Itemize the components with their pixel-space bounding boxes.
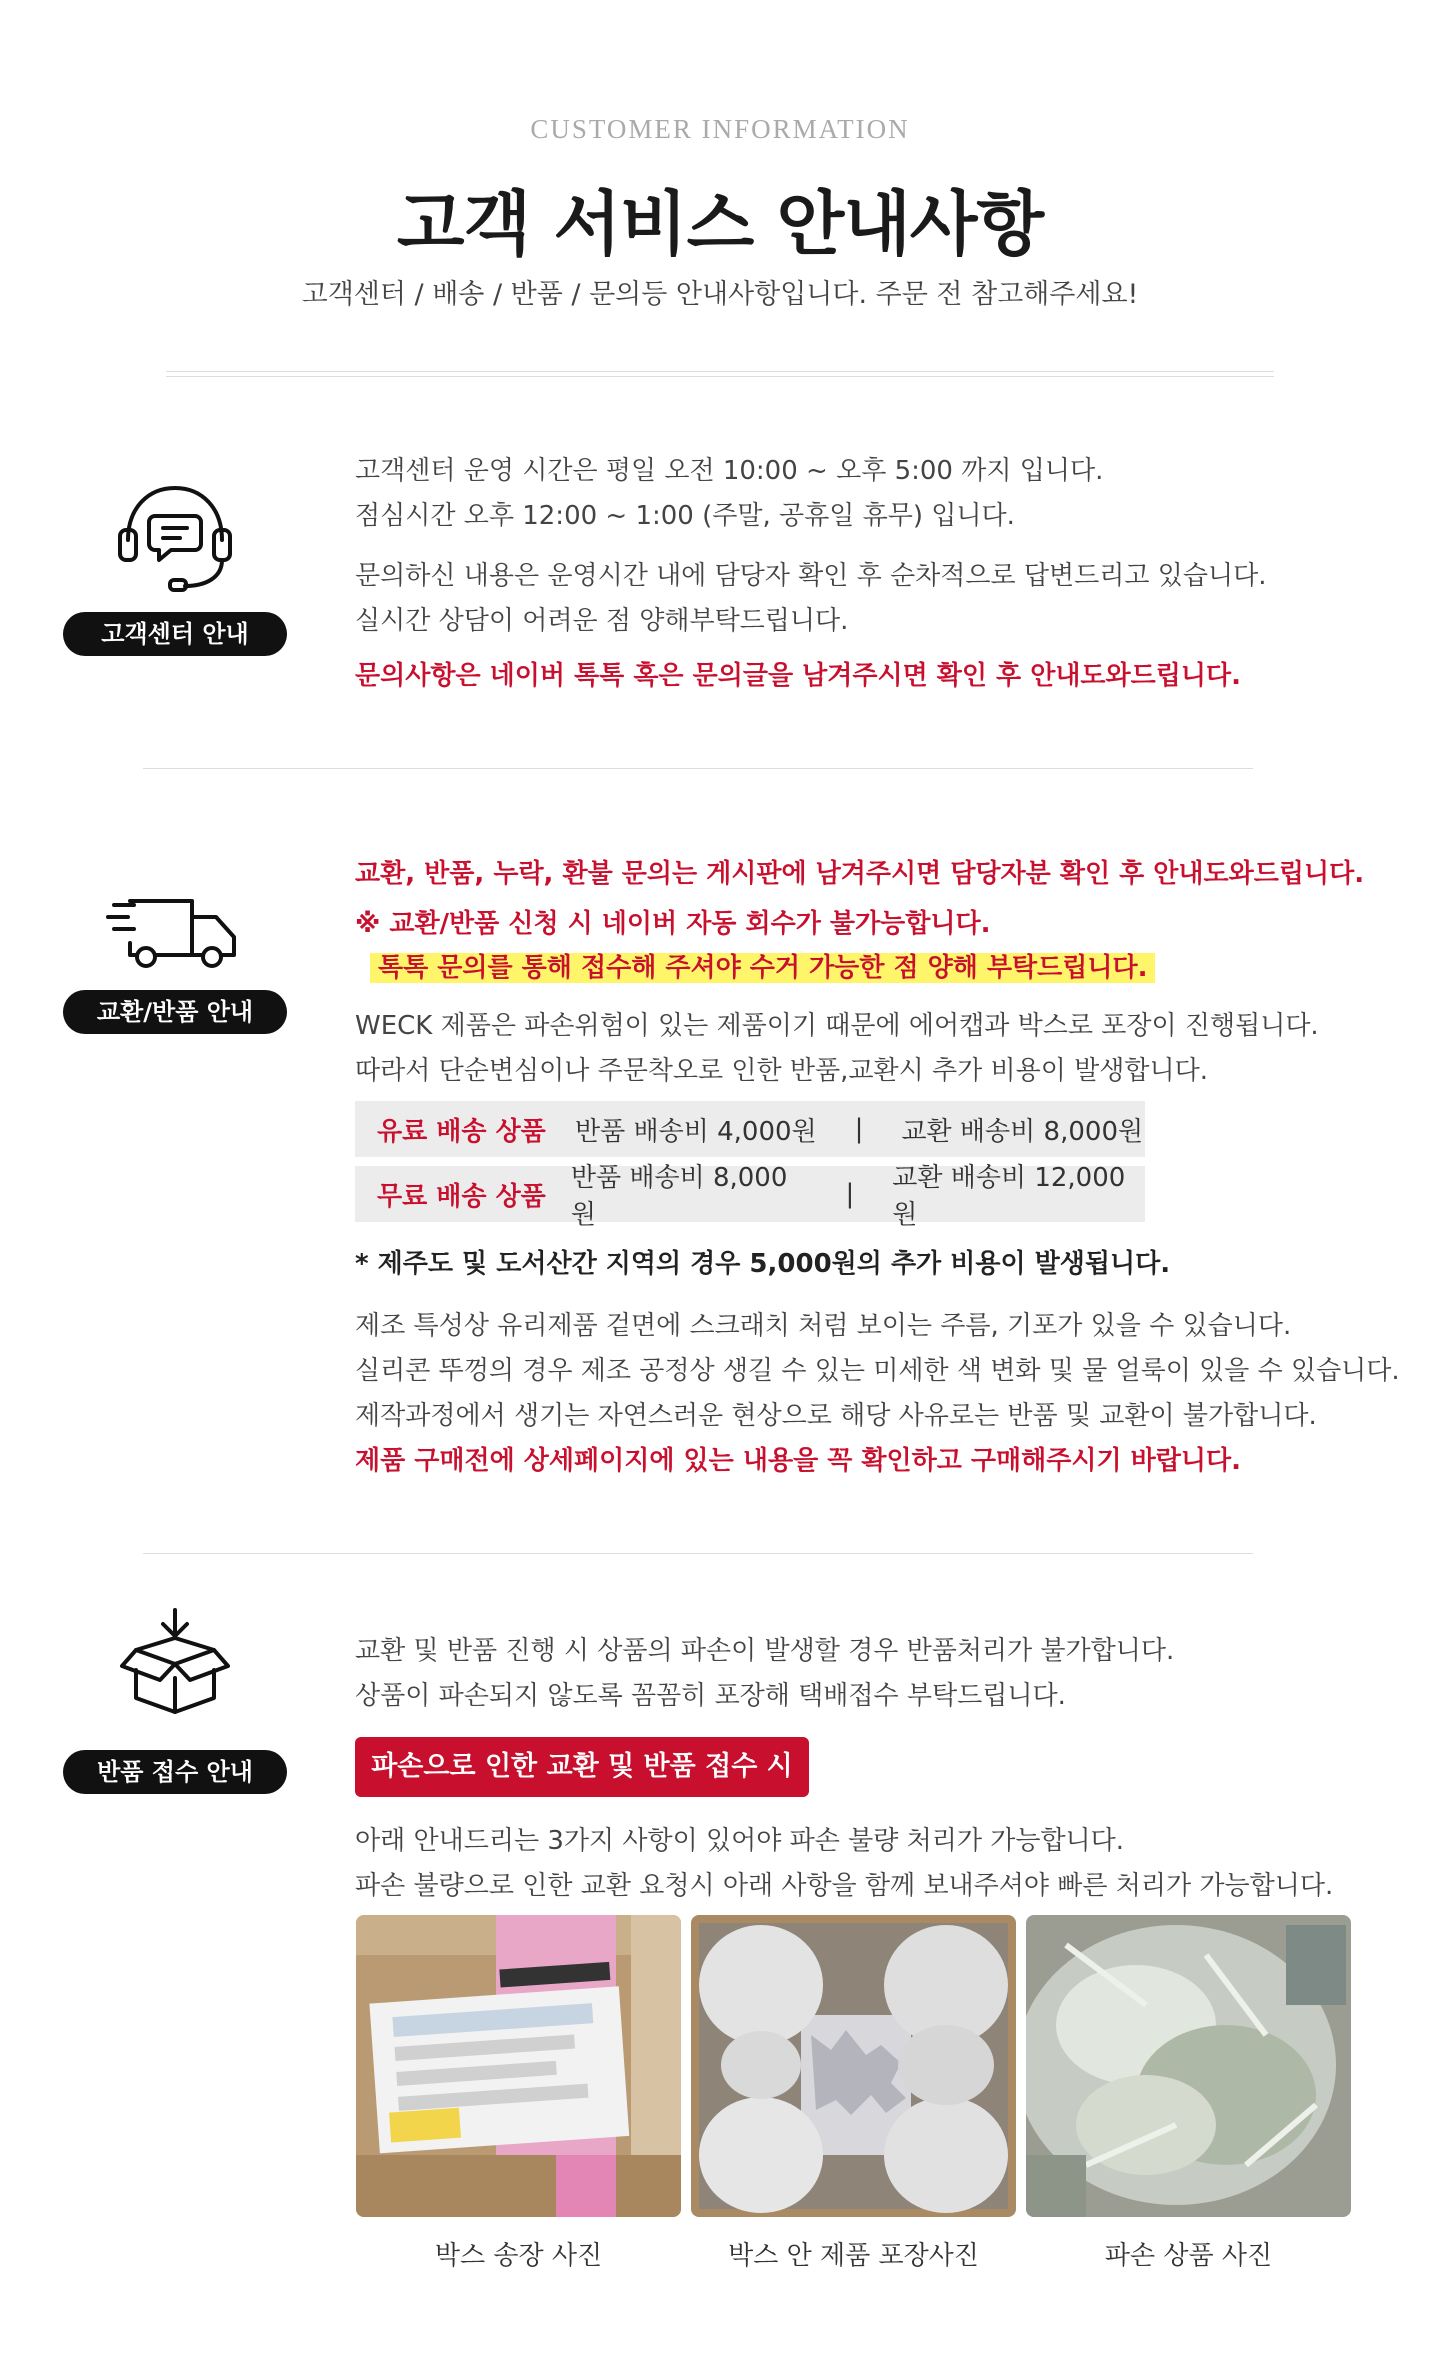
info-line: 고객센터 운영 시간은 평일 오전 10:00 ~ 오후 5:00 까지 입니다. — [355, 456, 1104, 486]
fee-row-free — [355, 1163, 1145, 1230]
section-divider — [143, 768, 1253, 769]
info-line: 실리콘 뚜껑의 경우 제조 공정상 생길 수 있는 미세한 색 변화 및 물 얼룩이 있을 수 있습니다. — [355, 1356, 1400, 1386]
page-title: 고객 서비스 안내사항 — [396, 183, 1044, 265]
section-label-return-receipt: 반품 접수 안내 — [63, 1750, 287, 1794]
info-line: 제조 특성상 유리제품 겉면에 스크래치 처럼 보이는 주름, 기포가 있을 수 있습니다. — [355, 1311, 1292, 1341]
fee-type: 무료 배송 상품 — [377, 1181, 546, 1212]
customer-center-notice: 문의사항은 네이버 톡톡 혹은 문의글을 남겨주시면 확인 후 안내도와드립니다. — [355, 661, 1242, 691]
packaging-photo — [691, 1915, 1016, 2217]
exchange-highlight: 톡톡 문의를 통해 접수해 주셔야 수거 가능한 점 양해 부탁드립니다. — [370, 953, 1155, 983]
fee-divider: | — [845, 1179, 855, 1209]
jeju-note: * 제주도 및 도서산간 지역의 경우 5,000원의 추가 비용이 발생됩니다. — [355, 1249, 1171, 1279]
section-label-exchange: 교환/반품 안내 — [63, 990, 287, 1034]
box-label-photo — [356, 1915, 681, 2217]
fee-row-paid — [355, 1101, 1145, 1157]
info-line: 파손 불량으로 인한 교환 요청시 아래 사항을 함께 보내주셔야 빠른 처리가 가능합니다. — [355, 1871, 1334, 1901]
delivery-truck-icon — [100, 895, 250, 975]
box-download-icon — [100, 1606, 250, 1716]
info-line: 아래 안내드리는 3가지 사항이 있어야 파손 불량 처리가 가능합니다. — [355, 1826, 1125, 1856]
photo-caption: 박스 송장 사진 — [434, 2241, 603, 2271]
exchange-fee: 교환 배송비 12,000원 — [892, 1163, 1126, 1230]
damaged-product-photo — [1026, 1915, 1351, 2217]
info-line: 점심시간 오후 12:00 ~ 1:00 (주말, 공휴일 휴무) 입니다. — [355, 501, 1015, 531]
photo-caption: 파손 상품 사진 — [1104, 2241, 1273, 2271]
section-label-customer-center: 고객센터 안내 — [63, 612, 287, 656]
page-subtitle: 고객센터 / 배송 / 반품 / 문의등 안내사항입니다. 주문 전 참고해주세요! — [301, 279, 1139, 310]
header-divider — [166, 371, 1274, 377]
fee-type: 유료 배송 상품 — [377, 1116, 546, 1147]
product-notice: 제품 구매전에 상세페이지에 있는 내용을 꼭 확인하고 구매해주시기 바랍니다. — [355, 1446, 1242, 1476]
fee-divider: | — [854, 1114, 864, 1144]
info-line: 제작과정에서 생기는 자연스러운 현상으로 해당 사유로는 반품 및 교환이 불가합니다. — [355, 1401, 1317, 1431]
headset-chat-icon — [100, 478, 250, 598]
photo-caption: 박스 안 제품 포장사진 — [728, 2241, 979, 2271]
info-line: 따라서 단순변심이나 주문착오로 인한 반품,교환시 추가 비용이 발생합니다. — [355, 1056, 1208, 1086]
info-line: 상품이 파손되지 않도록 꼼꼼히 포장해 택배접수 부탁드립니다. — [355, 1681, 1066, 1711]
info-line: 교환 및 반품 진행 시 상품의 파손이 발생할 경우 반품처리가 불가합니다. — [355, 1636, 1175, 1666]
eyebrow: CUSTOMER INFORMATION — [530, 114, 910, 144]
exchange-headline: 교환, 반품, 누락, 환불 문의는 게시판에 남겨주시면 담당자분 확인 후 안내도와드립니다. — [355, 859, 1365, 889]
info-line: 문의하신 내용은 운영시간 내에 담당자 확인 후 순차적으로 답변드리고 있습니다. — [355, 561, 1267, 591]
exchange-highlight-wrap — [370, 947, 1155, 984]
info-line: 실시간 상담이 어려운 점 양해부탁드립니다. — [355, 606, 849, 636]
return-fee: 반품 배송비 4,000원 — [575, 1116, 817, 1147]
section-divider — [143, 1553, 1253, 1554]
exchange-fee: 교환 배송비 8,000원 — [901, 1116, 1144, 1147]
damage-return-button[interactable]: 파손으로 인한 교환 및 반품 접수 시 — [355, 1737, 809, 1797]
exchange-warning: ※ 교환/반품 신청 시 네이버 자동 회수가 불가능합니다. — [355, 909, 991, 939]
return-fee: 반품 배송비 8,000원 — [570, 1163, 788, 1230]
info-line: WECK 제품은 파손위험이 있는 제품이기 때문에 에어캡과 박스로 포장이 진행됩니다. — [355, 1011, 1319, 1041]
